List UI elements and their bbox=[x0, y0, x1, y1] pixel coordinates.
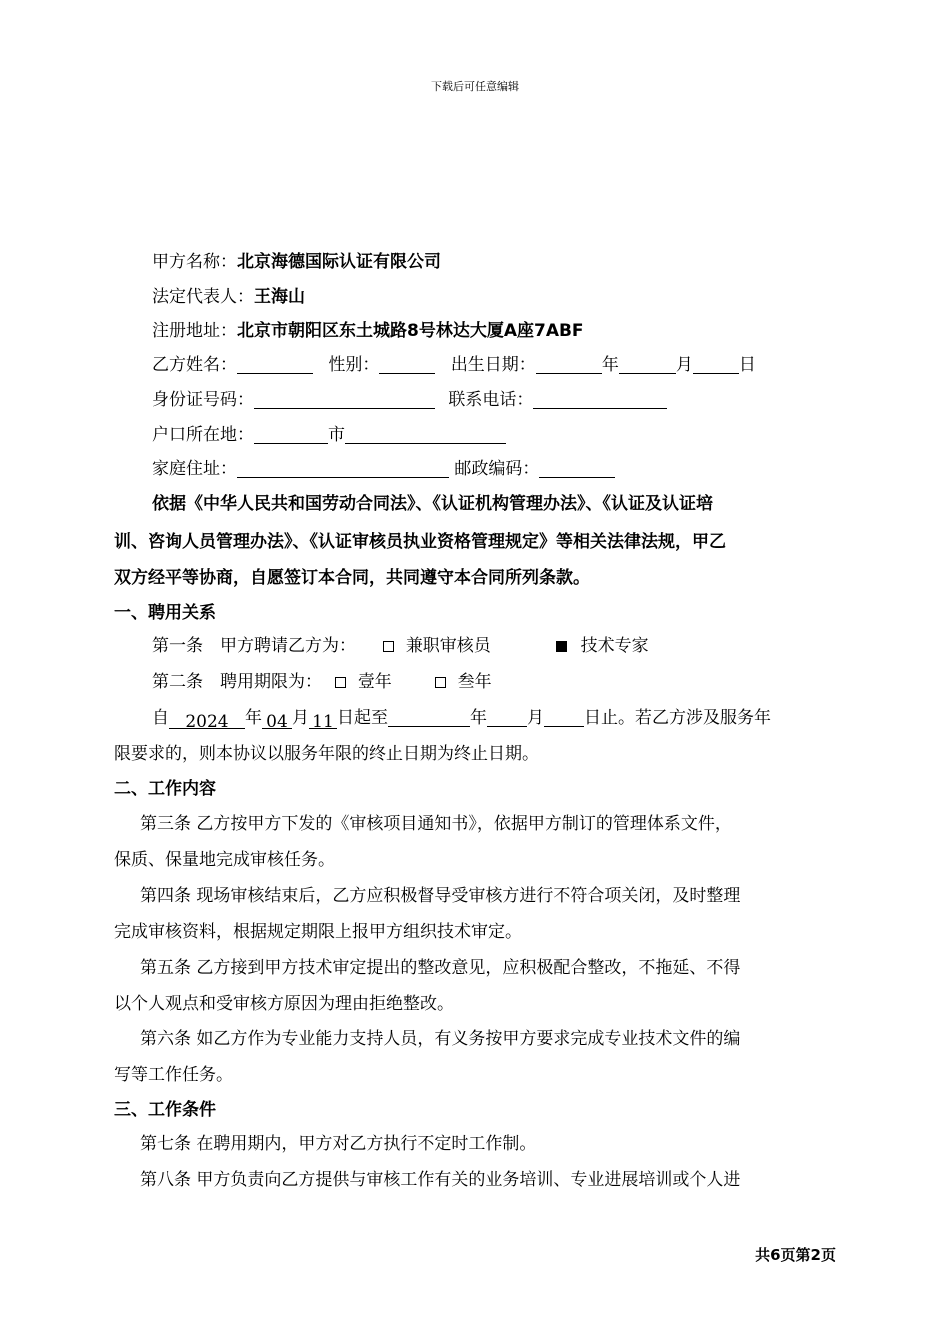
parttime-checkbox[interactable] bbox=[383, 641, 394, 652]
end-day-field[interactable] bbox=[544, 708, 584, 727]
section-2-title: 二、工作内容 bbox=[114, 779, 216, 799]
end-suffix: 日止。若乙方涉及服务年 bbox=[584, 708, 771, 728]
page-header: 下载后可任意编辑 bbox=[431, 80, 519, 93]
article-2-line bbox=[152, 670, 492, 694]
parttime-label: 兼职审核员 bbox=[405, 636, 491, 656]
hukou-label: 户口所在地： bbox=[152, 425, 254, 445]
article-3-line-2: 保质、保量地完成审核任务。 bbox=[114, 850, 335, 870]
party-a-name-value: 北京海德国际认证有限公司 bbox=[237, 252, 441, 272]
end-month-unit: 月 bbox=[527, 708, 544, 728]
party-a-rep-label: 法定代表人： bbox=[152, 287, 254, 307]
article-8-line-1: 第八条 甲方负责向乙方提供与审核工作有关的业务培训、专业进展培训或个人进 bbox=[140, 1170, 741, 1190]
hukou-city-unit: 市 bbox=[328, 425, 345, 445]
one-year-label: 壹年 bbox=[357, 672, 392, 692]
start-day-field[interactable]: 11 bbox=[309, 710, 337, 729]
term-line-2: 限要求的，则本协议以服务年限的终止日期为终止日期。 bbox=[114, 744, 539, 764]
id-label: 身份证号码： bbox=[152, 390, 254, 410]
article-2-label: 第二条 聘用期限为： bbox=[152, 672, 322, 692]
zip-field[interactable] bbox=[539, 459, 615, 478]
article-5-line-1: 第五条 乙方接到甲方技术审定提出的整改意见，应积极配合整改，不拖延、不得 bbox=[140, 958, 741, 978]
party-a-rep-value: 王海山 bbox=[254, 287, 305, 307]
party-b-name-label: 乙方姓名： bbox=[152, 355, 237, 375]
end-year-unit: 年 bbox=[470, 708, 487, 728]
party-b-name-field[interactable] bbox=[237, 355, 313, 374]
home-label: 家庭住址： bbox=[152, 459, 237, 479]
term-dates-line bbox=[152, 706, 771, 730]
article-6-line-1: 第六条 如乙方作为专业能力支持人员，有义务按甲方要求完成专业技术文件的编 bbox=[140, 1029, 741, 1049]
article-4-line-2: 完成审核资料，根据规定期限上报甲方组织技术审定。 bbox=[114, 922, 522, 942]
page-number: 共6页第2页 bbox=[755, 1246, 836, 1264]
article-1-line bbox=[152, 634, 649, 658]
start-suffix: 日起至 bbox=[337, 708, 388, 728]
birth-month-field[interactable] bbox=[619, 355, 676, 374]
term-from: 自 bbox=[152, 708, 169, 728]
birth-year-unit: 年 bbox=[601, 355, 619, 375]
end-month-field[interactable] bbox=[487, 708, 527, 727]
hukou-line bbox=[152, 423, 506, 447]
section-3-title: 三、工作条件 bbox=[114, 1100, 216, 1120]
home-line bbox=[152, 457, 615, 481]
party-b-name-line bbox=[152, 353, 756, 377]
article-3-line-1: 第三条 乙方按甲方下发的《审核项目通知书》，依据甲方制订的管理体系文件， bbox=[140, 814, 732, 834]
start-month-field[interactable]: 04 bbox=[262, 710, 292, 729]
intro-line-1: 依据《中华人民共和国劳动合同法》、《认证机构管理办法》、《认证及认证培 bbox=[152, 494, 713, 514]
hukou-province-field[interactable] bbox=[254, 425, 328, 444]
phone-field[interactable] bbox=[533, 390, 667, 409]
expert-label: 技术专家 bbox=[580, 636, 649, 656]
three-year-checkbox[interactable] bbox=[435, 677, 446, 688]
party-a-addr-value: 北京市朝阳区东土城路8号林达大厦A座7ABF bbox=[237, 321, 584, 341]
intro-line-2: 训、咨询人员管理办法》、《认证审核员执业资格管理规定》等相关法律法规，甲乙 bbox=[114, 532, 726, 552]
id-field[interactable] bbox=[254, 390, 435, 409]
three-year-label: 叁年 bbox=[457, 672, 492, 692]
end-year-field[interactable] bbox=[388, 708, 470, 727]
phone-label: 联系电话： bbox=[448, 390, 534, 410]
home-field[interactable] bbox=[237, 459, 449, 478]
start-year-unit: 年 bbox=[245, 708, 262, 728]
zip-label: 邮政编码： bbox=[454, 459, 540, 479]
start-year-field[interactable]: 2024 bbox=[169, 710, 245, 729]
one-year-checkbox[interactable] bbox=[335, 677, 346, 688]
party-a-addr-line bbox=[152, 319, 584, 343]
article-1-label: 第一条 甲方聘请乙方为： bbox=[152, 636, 356, 656]
id-line bbox=[152, 388, 667, 412]
article-5-line-2: 以个人观点和受审核方原因为理由拒绝整改。 bbox=[114, 994, 454, 1014]
party-a-rep-line bbox=[152, 285, 305, 309]
party-a-addr-label: 注册地址： bbox=[152, 321, 237, 341]
birth-day-unit: 日 bbox=[738, 355, 756, 375]
expert-checkbox[interactable] bbox=[556, 641, 567, 652]
party-a-name-line bbox=[152, 250, 441, 274]
birth-label: 出生日期： bbox=[450, 355, 536, 375]
gender-label: 性别： bbox=[328, 355, 380, 375]
intro-line-3: 双方经平等协商，自愿签订本合同，共同遵守本合同所列条款。 bbox=[114, 568, 590, 588]
start-month-unit: 月 bbox=[292, 708, 309, 728]
hukou-city-field[interactable] bbox=[345, 425, 506, 444]
birth-year-field[interactable] bbox=[536, 355, 602, 374]
section-1-title: 一、聘用关系 bbox=[114, 603, 216, 623]
birth-day-field[interactable] bbox=[693, 355, 739, 374]
article-4-line-1: 第四条 现场审核结束后，乙方应积极督导受审核方进行不符合项关闭，及时整理 bbox=[140, 886, 741, 906]
article-6-line-2: 写等工作任务。 bbox=[114, 1065, 233, 1085]
gender-field[interactable] bbox=[379, 355, 435, 374]
birth-month-unit: 月 bbox=[675, 355, 693, 375]
article-7: 第七条 在聘用期内，甲方对乙方执行不定时工作制。 bbox=[140, 1134, 537, 1154]
party-a-name-label: 甲方名称： bbox=[152, 252, 237, 272]
